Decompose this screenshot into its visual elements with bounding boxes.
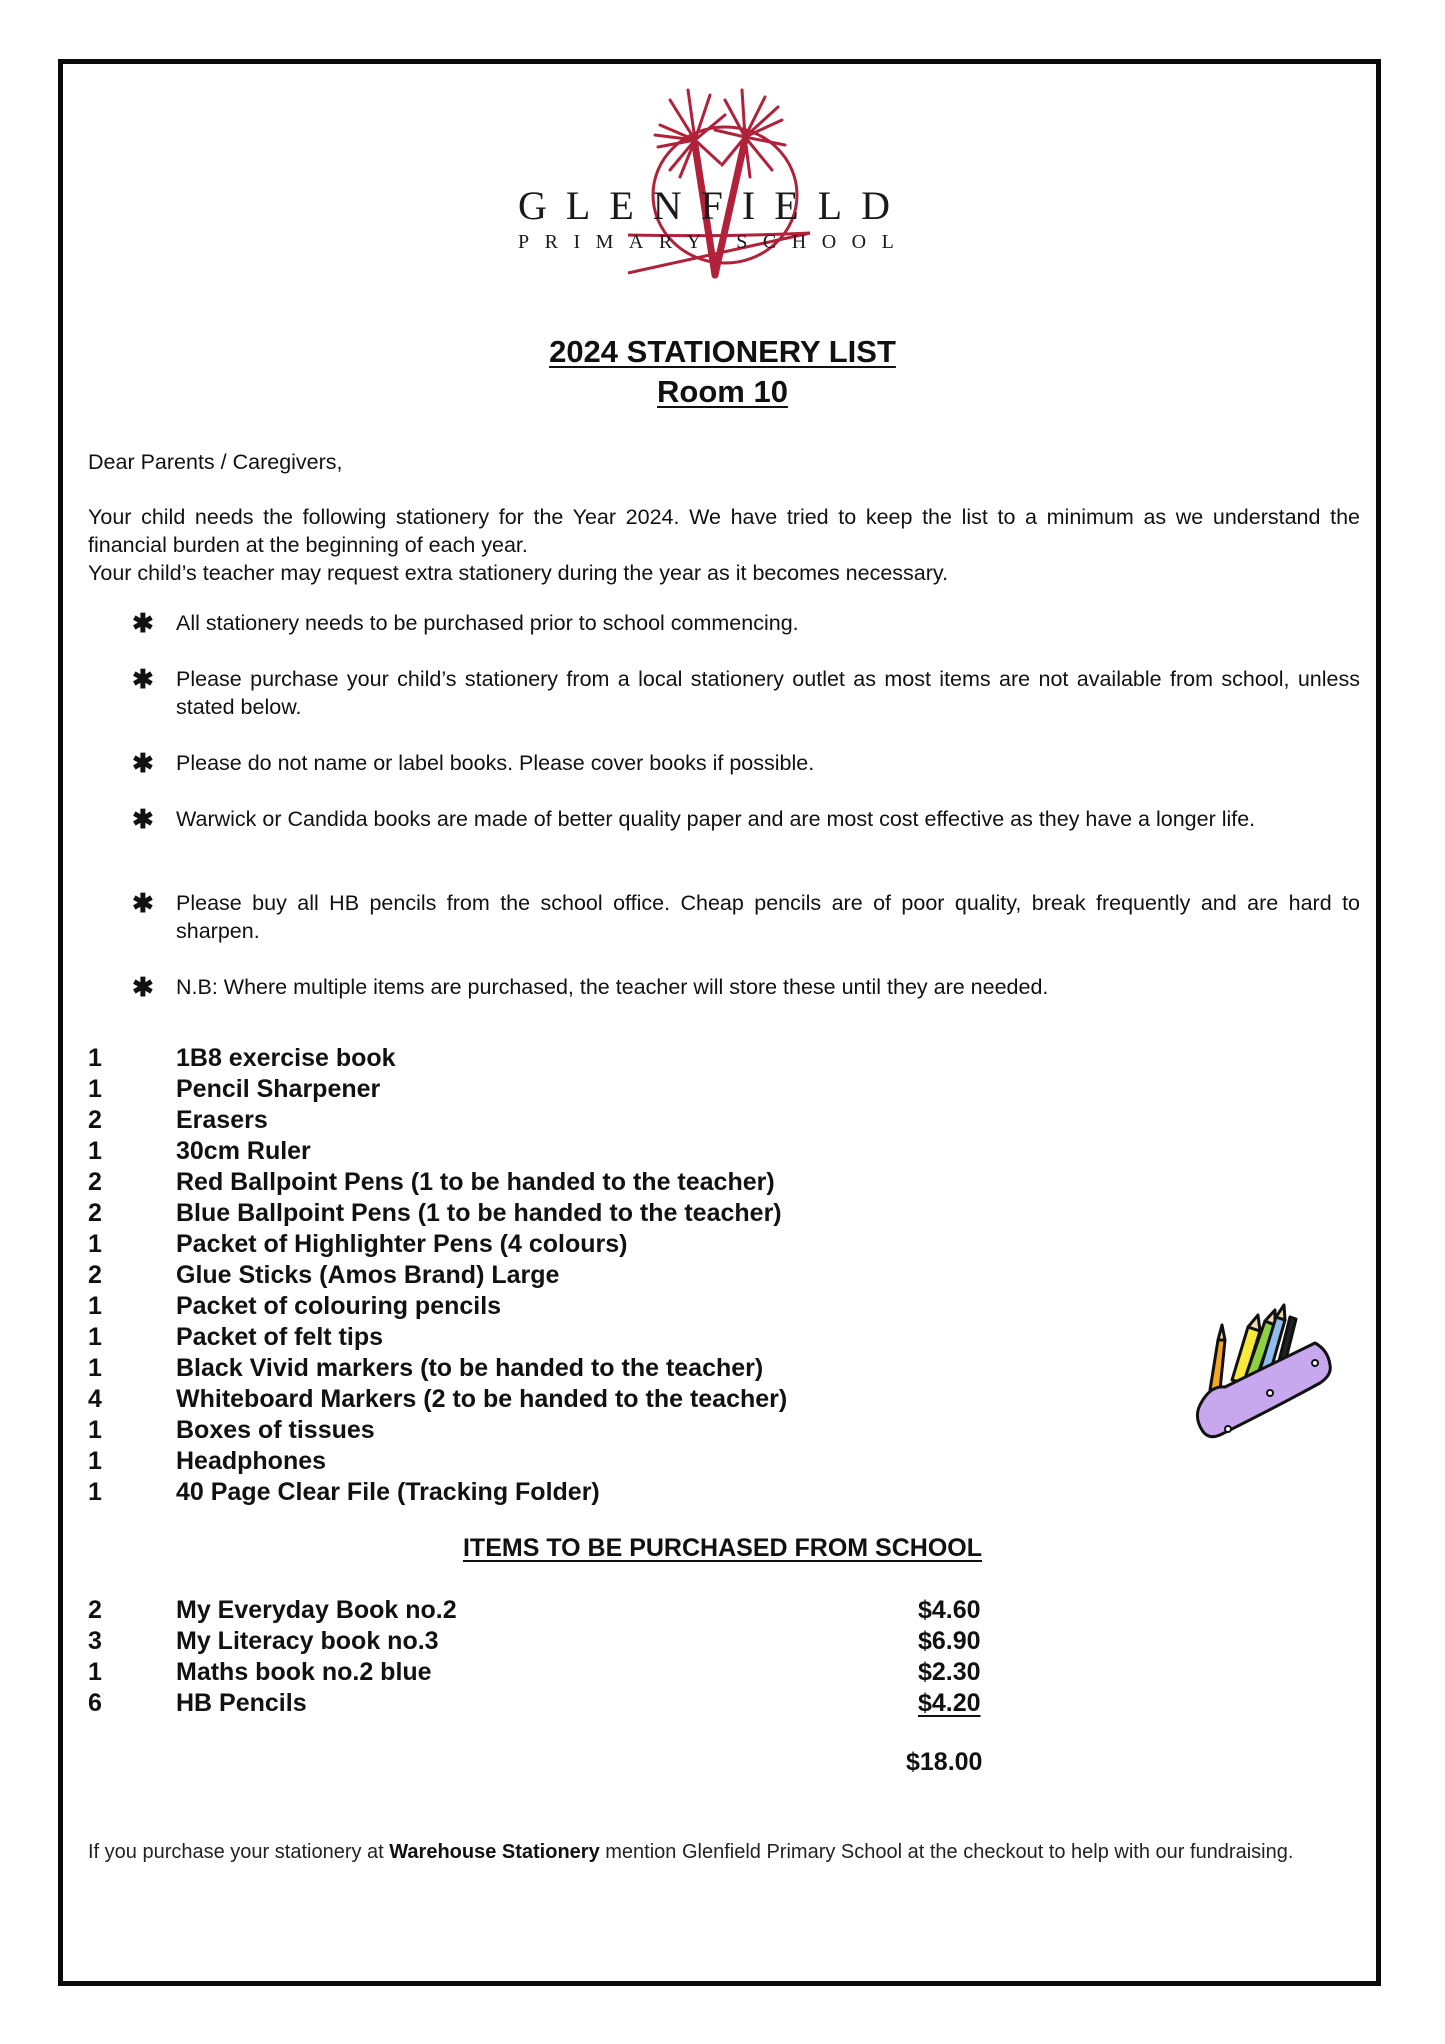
asterisk-icon: ✱ (132, 804, 154, 834)
item-qty: 3 (88, 1627, 102, 1655)
list-item (88, 1198, 988, 1229)
item-price: $4.60 (918, 1596, 981, 1624)
school-item-row (88, 1595, 1008, 1626)
item-desc: Whiteboard Markers (2 to be handed to the teacher) (176, 1385, 788, 1413)
item-qty: 2 (88, 1199, 102, 1227)
list-item (88, 1384, 988, 1415)
item-desc: 40 Page Clear File (Tracking Folder) (176, 1478, 600, 1506)
item-qty: 1 (88, 1137, 102, 1165)
list-item (88, 1415, 988, 1446)
item-price: $6.90 (918, 1627, 981, 1655)
school-logo (510, 85, 940, 300)
item-qty: 2 (88, 1596, 102, 1624)
bullet-item (132, 973, 1360, 1001)
item-desc: Black Vivid markers (to be handed to the teacher) (176, 1354, 764, 1382)
item-qty: 2 (88, 1261, 102, 1289)
total-price: $18.00 (906, 1748, 983, 1776)
footer-text-before: If you purchase your stationery at (88, 1841, 390, 1863)
item-desc: Glue Sticks (Amos Brand) Large (176, 1261, 560, 1289)
item-desc: My Literacy book no.3 (176, 1627, 439, 1655)
bullet-text: Please purchase your child’s stationery from a local stationery outlet as most items are not available from school, unless stated below. (176, 667, 1360, 719)
asterisk-icon: ✱ (132, 972, 154, 1002)
item-desc: Blue Ballpoint Pens (1 to be handed to the teacher) (176, 1199, 782, 1227)
room-subtitle: Room 10 (657, 374, 788, 409)
item-qty: 2 (88, 1106, 102, 1134)
list-item (88, 1105, 988, 1136)
item-desc: Boxes of tissues (176, 1416, 375, 1444)
intro-paragraph (88, 503, 1360, 587)
item-desc: Packet of Highlighter Pens (4 colours) (176, 1230, 628, 1258)
intro-line-2: Your child’s teacher may request extra stationery during the year as it becomes necessary. (88, 561, 949, 585)
list-item (88, 1043, 988, 1074)
item-qty: 1 (88, 1416, 102, 1444)
item-desc: HB Pencils (176, 1689, 307, 1717)
school-item-row (88, 1657, 1008, 1688)
bullet-item (132, 749, 1360, 777)
item-desc: My Everyday Book no.2 (176, 1596, 457, 1624)
item-qty: 1 (88, 1447, 102, 1475)
bullet-text: Please buy all HB pencils from the school office. Cheap pencils are of poor quality, break frequently and are hard to sharpen. (176, 891, 1360, 943)
footer-store-name: Warehouse Stationery (389, 1841, 600, 1863)
bullet-text: All stationery needs to be purchased prior to school commencing. (176, 611, 799, 635)
bullet-item (132, 609, 1360, 637)
list-item (88, 1260, 988, 1291)
intro-line-1: Your child needs the following stationery for the Year 2024. We have tried to keep the list to a minimum as we understand the financial burden at the beginning of each year. (88, 505, 1360, 557)
item-desc: 30cm Ruler (176, 1137, 311, 1165)
stationery-list (88, 1043, 988, 1508)
item-price: $2.30 (918, 1658, 981, 1686)
bullet-item (132, 889, 1360, 945)
bullet-text: Warwick or Candida books are made of better quality paper and are most cost effective as they have a longer life. (176, 807, 1256, 831)
greeting: Dear Parents / Caregivers, (88, 450, 343, 474)
item-qty: 2 (88, 1168, 102, 1196)
footer-text-after: mention Glenfield Primary School at the checkout to help with our fundraising. (599, 1841, 1294, 1863)
item-desc: Erasers (176, 1106, 268, 1134)
bullet-text: N.B: Where multiple items are purchased, the teacher will store these until they are needed. (176, 975, 1049, 999)
list-item (88, 1477, 988, 1508)
logo-text-glenfield: GLENFIELD (518, 183, 909, 228)
item-qty: 1 (88, 1478, 102, 1506)
bullet-item (132, 665, 1360, 721)
asterisk-icon: ✱ (132, 608, 154, 638)
item-desc: Pencil Sharpener (176, 1075, 381, 1103)
list-item (88, 1446, 988, 1477)
footer-note (88, 1838, 1358, 1866)
item-price: $4.20 (918, 1689, 981, 1717)
item-desc: Maths book no.2 blue (176, 1658, 432, 1686)
item-qty: 1 (88, 1292, 102, 1320)
school-item-row (88, 1688, 1008, 1719)
list-item (88, 1353, 988, 1384)
page-title: 2024 STATIONERY LIST (549, 334, 896, 369)
list-item (88, 1229, 988, 1260)
item-qty: 1 (88, 1230, 102, 1258)
item-qty: 6 (88, 1689, 102, 1717)
list-item (88, 1136, 988, 1167)
item-qty: 1 (88, 1658, 102, 1686)
item-desc: Headphones (176, 1447, 327, 1475)
item-qty: 1 (88, 1354, 102, 1382)
asterisk-icon: ✱ (132, 888, 154, 918)
school-item-row (88, 1626, 1008, 1657)
item-desc: Packet of colouring pencils (176, 1292, 502, 1320)
list-item (88, 1322, 988, 1353)
item-desc: 1B8 exercise book (176, 1044, 396, 1072)
item-desc: Packet of felt tips (176, 1323, 383, 1351)
school-items-list (88, 1595, 1008, 1719)
logo-text-primary-school: PRIMARY SCHOOL (518, 231, 910, 253)
list-item (88, 1074, 988, 1105)
item-qty: 1 (88, 1044, 102, 1072)
bullet-item (132, 805, 1360, 833)
item-desc: Red Ballpoint Pens (1 to be handed to the teacher) (176, 1168, 775, 1196)
list-item (88, 1291, 988, 1322)
item-qty: 4 (88, 1385, 102, 1413)
school-items-heading: ITEMS TO BE PURCHASED FROM SCHOOL (462, 1534, 982, 1562)
asterisk-icon: ✱ (132, 664, 154, 694)
item-qty: 1 (88, 1323, 102, 1351)
list-item (88, 1167, 988, 1198)
asterisk-icon: ✱ (132, 748, 154, 778)
item-qty: 1 (88, 1075, 102, 1103)
bullet-text: Please do not name or label books. Please cover books if possible. (176, 751, 815, 775)
pencil-case-icon (1180, 1295, 1340, 1455)
